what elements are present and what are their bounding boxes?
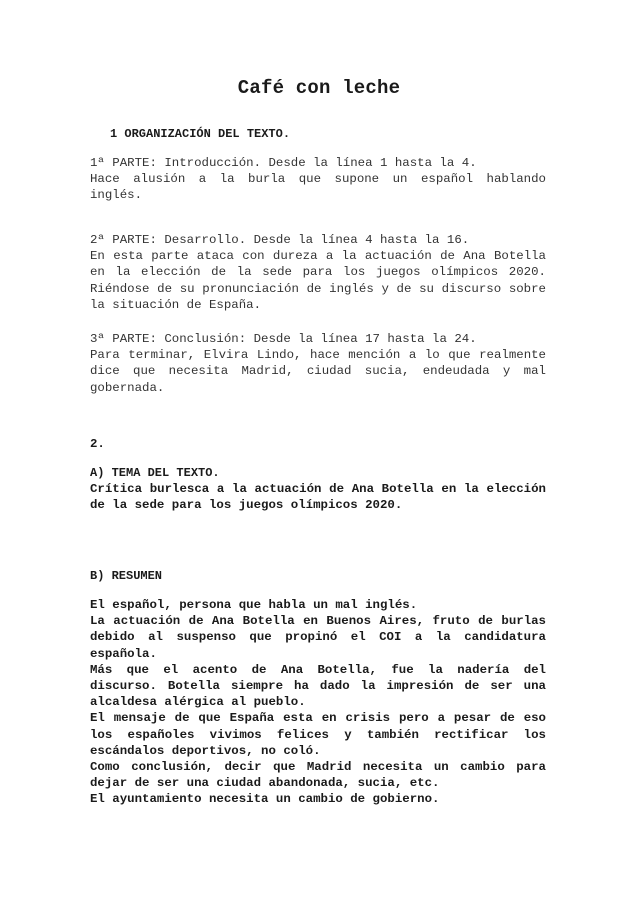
resumen-body — [90, 597, 546, 808]
part-1-block — [90, 155, 546, 204]
document-title: Café con leche — [237, 77, 401, 99]
resumen-line: El ayuntamiento necesita un cambio de gobierno. — [90, 792, 440, 807]
part-2-block — [90, 232, 546, 313]
resumen-heading: B) RESUMEN — [90, 569, 163, 583]
part-1-text: Hace alusión a la burla que supone un español hablando inglés. — [90, 172, 546, 203]
part-2-text: En esta parte ataca con dureza a la actuación de Ana Botella en la elección de la sede para los juegos olímpicos 2020. Riéndose de su pronunciación de inglés y de su discurso sobre la situación de España. — [90, 249, 546, 312]
part-2-label: 2ª PARTE: Desarrollo. Desde la línea 4 hasta la 16. — [90, 233, 470, 247]
tema-text: Crítica burlesca a la actuación de Ana Botella en la elección de la sede para los juegos olímpicos 2020. — [90, 482, 546, 513]
resumen-line: Más que el acento de Ana Botella, fue la nadería del discurso. Botella siempre ha dado la impresión de ser una alcaldesa alérgica al pueblo. — [90, 662, 546, 710]
part-1-label: 1ª PARTE: Introducción. Desde la línea 1 hasta la 4. — [90, 156, 477, 170]
section-2-number: 2. — [90, 437, 105, 451]
resumen-line: El mensaje de que España esta en crisis pero a pesar de eso los españoles vivimos felices y también rectificar los escándalos deportivos, no coló. — [90, 711, 546, 758]
part-3-block — [90, 331, 546, 396]
part-3-text: Para terminar, Elvira Lindo, hace mención a lo que realmente dice que necesita Madrid, ciudad sucia, endeudada y mal gobernada. — [90, 348, 546, 395]
resumen-line: El español, persona que habla un mal inglés. — [90, 598, 418, 612]
resumen-heading-block — [90, 568, 546, 584]
resumen-line: La actuación de Ana Botella en Buenos Aires, fruto de burlas debido al suspenso que propinó el COI a la candidatura española. — [90, 614, 546, 661]
tema-heading: A) TEMA DEL TEXTO. — [90, 466, 220, 480]
tema-block — [90, 465, 546, 514]
section-1-heading: 1 ORGANIZACIÓN DEL TEXTO. — [110, 127, 291, 141]
resumen-line: Como conclusión, decir que Madrid necesita un cambio para dejar de ser una ciudad abandonada, sucia, etc. — [90, 760, 546, 791]
part-3-label: 3ª PARTE: Conclusión: Desde la línea 17 hasta la 24. — [90, 332, 477, 346]
